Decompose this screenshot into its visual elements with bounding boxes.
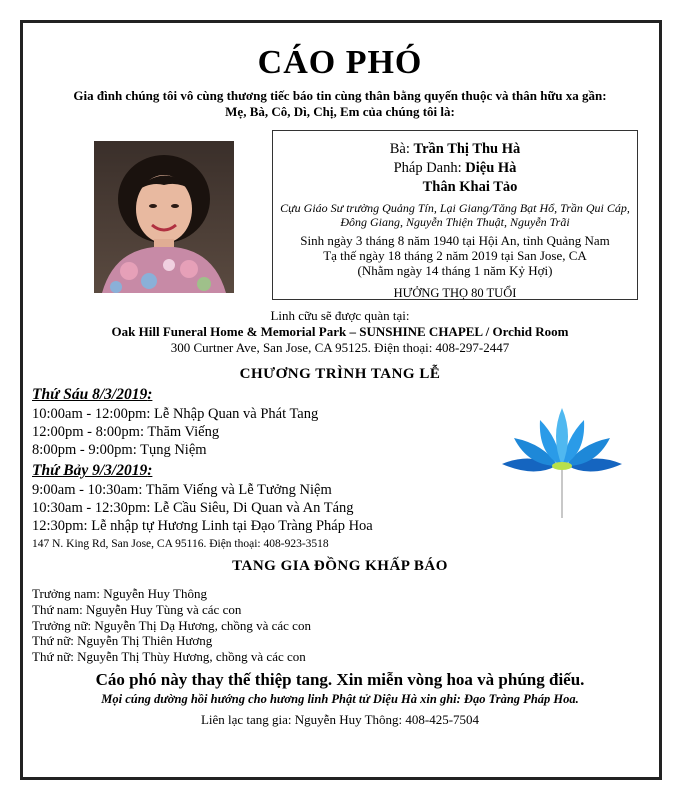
dharma-prefix: Pháp Danh: <box>393 160 466 176</box>
schedule-item: 10:00am - 12:00pm: Lễ Nhập Quan và Phát Tang <box>32 406 319 422</box>
family-title: TANG GIA ĐỒNG KHẤP BÁO <box>232 558 448 574</box>
schedule-item: 12:00pm - 8:00pm: Thăm Viếng <box>32 424 220 440</box>
family-member: Trưởng nam: Nguyễn Huy Thông <box>32 586 207 601</box>
family-list <box>32 586 311 665</box>
deceased-name-line <box>273 140 637 159</box>
former-roles: Cựu Giáo Sư trường Quảng Tín, Lại Giang/Tăng Bạt Hổ, Trần Qui Cáp, Đông Giang, Nguyễn Thiện Thuật, Nguyễn Trãi <box>280 201 630 229</box>
closing-line-2: Mọi cúng dường hồi hướng cho hương linh Phật tử Diệu Hà xin ghi: Đạo Tràng Pháp Hoa. <box>101 692 579 706</box>
contact-line: Liên lạc tang gia: Nguyễn Huy Thông: 408-425-7504 <box>200 712 480 727</box>
age-text: HƯỞNG THỌ 80 TUỔI <box>393 286 517 300</box>
deceased-name: Trần Thị Thu Hà <box>413 141 521 157</box>
intro-text <box>30 88 650 120</box>
venue-name: Oak Hill Funeral Home & Memorial Park – SUNSHINE CHAPEL / Orchid Room <box>111 324 569 339</box>
portrait-photo <box>94 141 234 293</box>
death-date: Tạ thế ngày 18 tháng 2 năm 2019 tại San Jose, CA <box>323 248 587 263</box>
day2-label-text: Thứ Bảy 9/3/2019 <box>32 462 148 479</box>
schedule-item: 8:00pm - 9:00pm: Tụng Niệm <box>32 442 207 458</box>
dharma-name: Diệu Hà <box>465 160 517 176</box>
khai-tao: Thân Khai Tảo <box>422 179 518 195</box>
birth-date: Sinh ngày 3 tháng 8 năm 1940 tại Hội An, tỉnh Quảng Nam <box>300 233 610 248</box>
intro-line-1: Gia đình chúng tôi vô cùng thương tiếc báo tin cùng thân bằng quyến thuộc và thân hữu xa gần: <box>73 88 607 103</box>
temple-address: 147 N. King Rd, San Jose, CA 95116. Điện thoại: 408-923-3518 <box>32 538 329 550</box>
day1-label-text: Thứ Sáu 8/3/2019 <box>32 386 148 403</box>
day1-label: Thứ Sáu 8/3/2019: <box>32 386 153 403</box>
portrait-illustration <box>94 141 234 293</box>
family-member: Trưởng nữ: Nguyễn Thị Dạ Hương, chồng và các con <box>32 617 311 633</box>
day2-label: Thứ Bảy 9/3/2019: <box>32 462 153 479</box>
venue-intro: Linh cữu sẽ được quàn tại: <box>270 308 410 323</box>
day2-schedule <box>32 481 373 553</box>
family-member: Thứ nữ: Nguyễn Thị Thùy Hương, chồng và các con <box>32 649 306 665</box>
intro-line-2: Mẹ, Bà, Cô, Dì, Chị, Em của chúng tôi là: <box>225 104 455 119</box>
name-prefix: Bà: <box>389 141 414 157</box>
family-member: Thứ nam: Nguyễn Huy Tùng và các con <box>32 601 242 617</box>
family-member: Thứ nữ: Nguyễn Thị Thiên Hương <box>32 633 213 649</box>
venue-address: 300 Curtner Ave, San Jose, CA 95125. Điện thoại: 408-297-2447 <box>170 340 510 355</box>
schedule-item: 10:30am - 12:30pm: Lễ Cầu Siêu, Di Quan và An Táng <box>32 500 354 516</box>
dharma-name-line <box>273 159 637 178</box>
closing-line-1: Cáo phó này thay thế thiệp tang. Xin miễn vòng hoa và phúng điếu. <box>95 670 585 689</box>
schedule-item: 9:00am - 10:30am: Thăm Viếng và Lễ Tưởng Niệm <box>32 482 332 498</box>
lotus-flower-icon <box>500 408 624 520</box>
program-title: CHƯƠNG TRÌNH TANG LỄ <box>239 366 441 382</box>
deceased-info-box <box>272 130 638 300</box>
page-title: CÁO PHÓ <box>257 44 423 81</box>
day1-schedule <box>32 405 318 459</box>
lunar-date: (Nhằm ngày 14 tháng 1 năm Kỷ Hợi) <box>357 263 553 278</box>
schedule-item: 12:30pm: Lễ nhập tự Hương Linh tại Đạo Tràng Pháp Hoa <box>32 518 373 534</box>
